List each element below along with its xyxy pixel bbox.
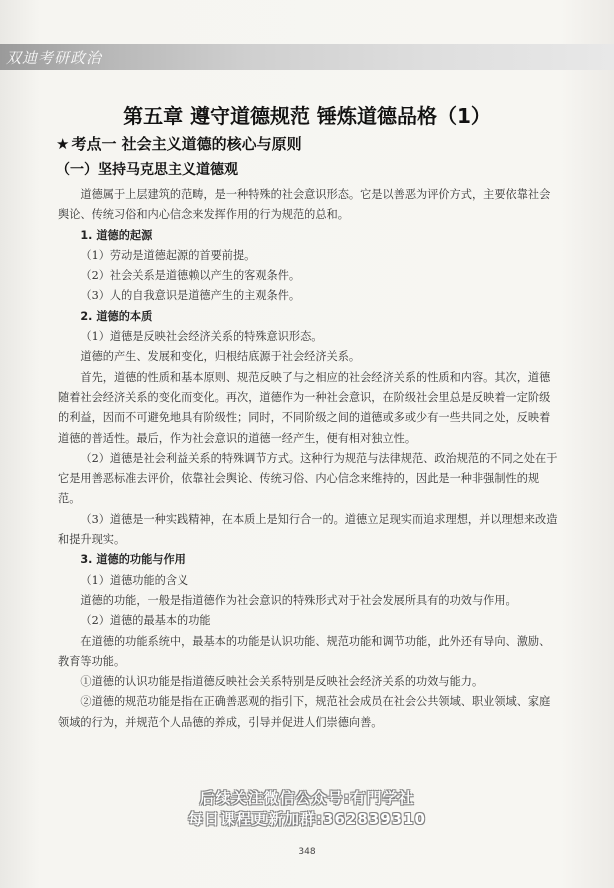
watermark-line-2: 每日课程更新加群:362839310: [188, 810, 426, 828]
section-title: 考点一 社会主义道德的核心与原则: [71, 135, 302, 153]
paragraph: ①道德的认识功能是指道德反映社会关系特别是反映社会经济关系的功效与能力。: [80, 675, 484, 689]
section-heading: [56, 133, 302, 154]
list-item: （1）劳动是道德起源的首要前提。: [80, 248, 256, 262]
list-item: （2）社会关系是道德赖以产生的客观条件。: [80, 269, 301, 283]
body-text: [58, 185, 558, 733]
list-item: （2）道德的最基本的功能: [80, 614, 211, 628]
watermark-line-1: 后续关注微信公众号:有門学社: [199, 789, 415, 807]
paragraph: 道德的功能，一般是指道德作为社会意识的特殊形式对于社会发展所具有的功效与作用。: [80, 593, 517, 607]
paragraph: 在道德的功能系统中，最基本的功能是认识功能、规范功能和调节功能，此外还有导向、激励、教育等功能。: [58, 634, 551, 668]
star-icon: ★: [56, 135, 70, 153]
chapter-title: 第五章 遵守道德规范 锤炼道德品格（1）: [123, 104, 491, 128]
header-title: 双迪考研政治: [6, 49, 103, 67]
heading-essence: 2. 道德的本质: [80, 309, 153, 323]
list-item: （3）人的自我意识是道德产生的主观条件。: [80, 289, 301, 303]
paragraph: （2）道德是社会利益关系的特殊调节方式。这种行为规范与法律规范、政治规范的不同之处在于它是用善恶标准去评价，依靠社会舆论、传统习俗、内心信念来维持的，因此是一种非强制性的规范。: [58, 451, 558, 506]
list-item: （1）道德是反映社会经济关系的特殊意识形态。: [80, 330, 323, 344]
list-item: （1）道德功能的含义: [80, 573, 189, 587]
paragraph: 首先，道德的性质和基本原则、规范反映了与之相应的社会经济关系的性质和内容。其次，道德随着社会经济关系的变化而变化。再次，道德作为一种社会意识，在阶级社会里总是反映着一定阶级的利益，因而不可避免地具有阶级性；同时，不同阶级之间的道德或多或少有一些共同之处，反映着道德的普适性。最后，作为社会意识的道德一经产生，便有相对独立性。: [58, 370, 551, 445]
page-number: 348: [298, 847, 316, 857]
paragraph: ②道德的规范功能是指在正确善恶观的指引下，规范社会成员在社会公共领域、职业领域、家庭领域的行为，并规范个人品德的养成，引导并促进人们崇德向善。: [58, 695, 551, 729]
paragraph: （3）道德是一种实践精神，在本质上是知行合一的。道德立足现实而追求理想，并以理想来改造和提升现实。: [58, 512, 558, 547]
paragraph: 道德的产生、发展和变化，归根结底源于社会经济关系。: [80, 350, 361, 364]
heading-origin: 1. 道德的起源: [80, 228, 153, 242]
heading-function: 3. 道德的功能与作用: [80, 553, 186, 567]
subsection-heading: （一）坚持马克思主义道德观: [56, 162, 238, 178]
paragraph-intro: 道德属于上层建筑的范畴，是一种特殊的社会意识形态。它是以善恶为评价方式，主要依靠社会舆论、传统习俗和内心信念来发挥作用的行为规范的总和。: [58, 188, 551, 222]
